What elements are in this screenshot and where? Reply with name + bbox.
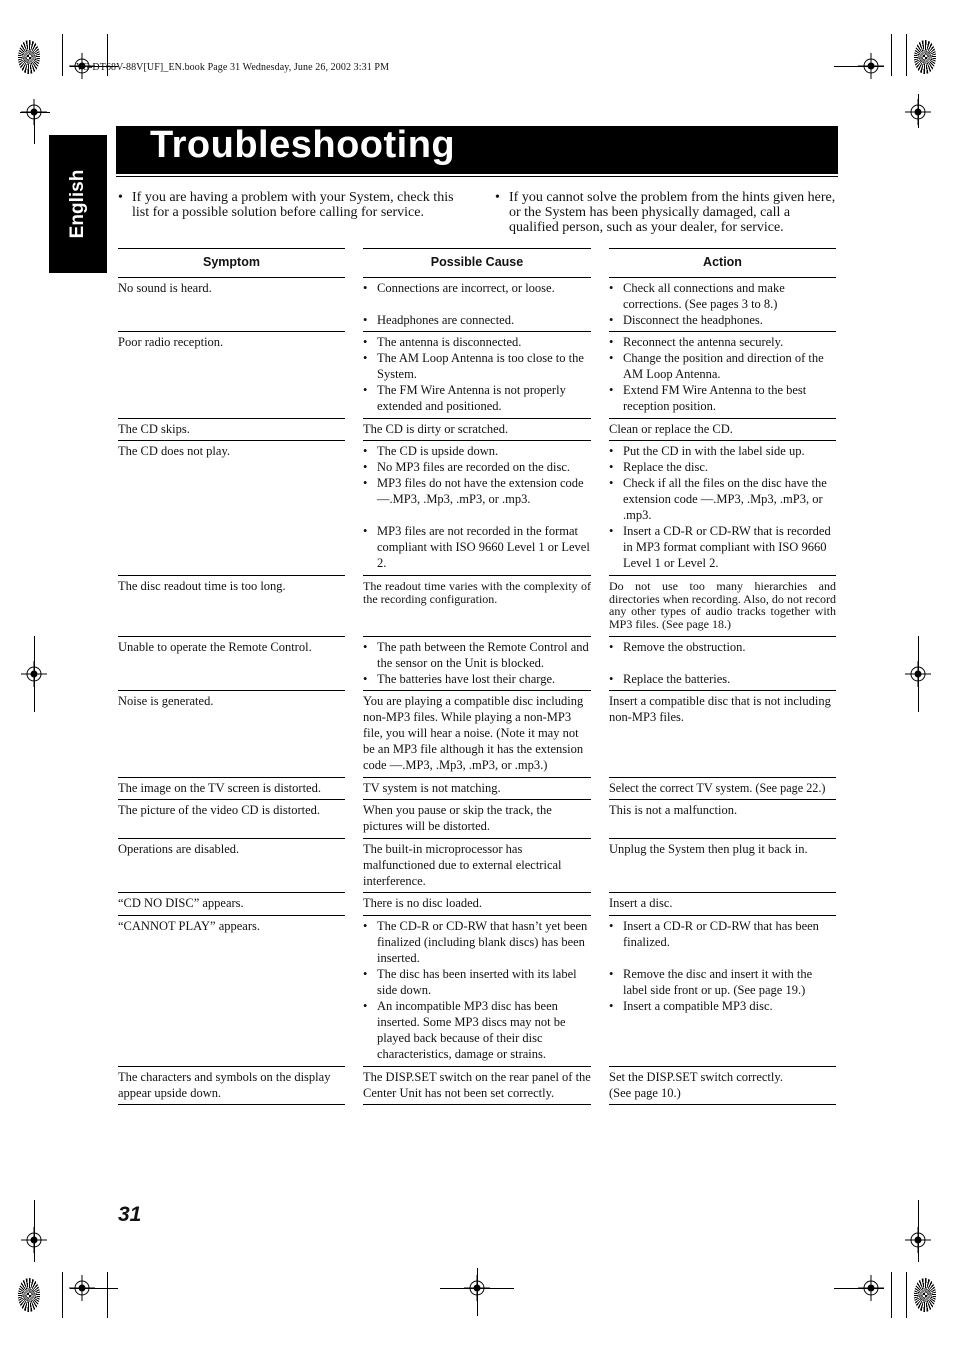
- registration-mark-icon: [464, 1275, 490, 1301]
- symptom-cell: Unable to operate the Remote Control.: [118, 640, 312, 654]
- cause-cell: • The antenna is disconnected. • The AM Loop Antenna is too close to the System. • The FM Wire Antenna is not properly extended and positioned.: [363, 335, 584, 413]
- symptom-cell: No sound is heard.: [118, 281, 212, 295]
- page-number: 31: [118, 1203, 142, 1226]
- symptom-cell: The CD skips.: [118, 422, 190, 436]
- column-header-cause: Possible Cause: [430, 255, 524, 269]
- action-cell: • Check all connections and make corrections. (See pages 3 to 8.) • Disconnect the headphones.: [609, 281, 785, 327]
- intro-text: If you cannot solve the problem from the hints given here, or the System has been physically damaged, call a qualified person, such as your dealer, for service.: [509, 190, 836, 235]
- cause-cell: • Connections are incorrect, or loose. • Headphones are connected.: [363, 281, 555, 327]
- language-tab: [49, 135, 107, 273]
- registration-mark-icon: [21, 99, 47, 125]
- registration-mark-icon: [21, 1227, 47, 1253]
- table-rule: [363, 248, 591, 249]
- action-cell: • Reconnect the antenna securely. • Change the position and direction of the AM Loop Antenna. • Extend FM Wire Antenna to the best reception position.: [609, 335, 824, 413]
- symptom-cell: The image on the TV screen is distorted.: [118, 781, 321, 795]
- column-header-action: Action: [703, 255, 742, 269]
- symptom-cell: The picture of the video CD is distorted.: [118, 803, 321, 817]
- cause-cell: You are playing a compatible disc including non-MP3 files. While playing a non-MP3 file, you will hear a noise. (Note it may not be an MP3 file although it has the extension code —.MP3, .Mp3, .mP3, or .mp3.): [363, 694, 584, 772]
- registration-mark-icon: [905, 1227, 931, 1253]
- symptom-cell: Noise is generated.: [118, 694, 214, 708]
- action-cell: Select the correct TV system. (See page 22.): [609, 781, 826, 795]
- color-wheel-icon: [18, 1278, 40, 1312]
- title-rule: [116, 176, 838, 177]
- cause-cell: When you pause or skip the track, the pictures will be distorted.: [363, 803, 552, 833]
- symptom-cell: The disc readout time is too long.: [118, 579, 286, 593]
- column-header-symptom: Symptom: [203, 255, 260, 269]
- registration-mark-icon: [21, 661, 47, 687]
- action-cell: Clean or replace the CD.: [609, 422, 733, 436]
- action-cell: This is not a malfunction.: [609, 803, 738, 817]
- cause-cell: The CD is dirty or scratched.: [363, 422, 509, 436]
- symptom-cell: “CD NO DISC” appears.: [118, 896, 244, 910]
- cause-cell: • The path between the Remote Control and the sensor on the Unit is blocked. • The batteries have lost their charge.: [363, 640, 589, 686]
- color-wheel-icon: [18, 40, 40, 74]
- action-cell: • Put the CD in with the label side up. • Replace the disc. • Check if all the files on the disc have the extension code —.MP3, .Mp3, .mP3, or .mp3. • Insert a CD-R or CD-RW that is recorded in MP3 format compliant with ISO 9660 Level 1 or Level 2.: [609, 444, 831, 570]
- action-cell: Insert a compatible disc that is not including non-MP3 files.: [609, 694, 831, 724]
- intro-text: If you are having a problem with your System, check this list for a possible solution before calling for service.: [132, 190, 454, 220]
- table-rule: [609, 248, 836, 249]
- color-wheel-icon: [914, 40, 936, 74]
- language-tab-label: English: [67, 169, 88, 239]
- title-bar: [116, 126, 838, 174]
- symptom-cell: Operations are disabled.: [118, 842, 240, 856]
- page-title: Troubleshooting: [150, 124, 456, 166]
- cause-cell: The DISP.SET switch on the rear panel of the Center Unit has not been set correctly.: [363, 1070, 591, 1100]
- registration-mark-icon: [858, 1275, 884, 1301]
- cause-cell: • The CD is upside down. • No MP3 files are recorded on the disc. • MP3 files do not have the extension code —.MP3, .Mp3, .mP3, or .mp3. • MP3 files are not recorded in the format compliant with ISO 9660 Level 1 or Level 2.: [363, 444, 590, 570]
- cause-cell: The built-in microprocessor has malfunctioned due to external electrical interference.: [363, 842, 562, 888]
- registration-mark-icon: [858, 53, 884, 79]
- action-cell: • Remove the obstruction. • Replace the batteries.: [609, 640, 746, 686]
- cause-cell: There is no disc loaded.: [363, 896, 483, 910]
- action-cell: Do not use too many hierarchies and directories when recording. Also, do not record any other types of audio tracks together with MP3 files. (See page 18.): [609, 579, 836, 631]
- file-header: VS-DT68V-88V[UF]_EN.book Page 31 Wednesday, June 26, 2002 3:31 PM: [76, 62, 390, 73]
- registration-mark-icon: [905, 661, 931, 687]
- color-wheel-icon: [914, 1278, 936, 1312]
- cause-cell: • The CD-R or CD-RW that hasn’t yet been finalized (including blank discs) has been inserted. • The disc has been inserted with its label side down. • An incompatible MP3 disc has been inserted. Some MP3 discs may not be played back because of their disc characteristics, damage or strains.: [363, 919, 588, 1061]
- action-cell: • Insert a CD-R or CD-RW that has been finalized. • Remove the disc and insert it with the label side front or up. (See page 19.) • Insert a compatible MP3 disc.: [609, 919, 819, 1013]
- cause-cell: TV system is not matching.: [363, 781, 501, 795]
- registration-mark-icon: [905, 99, 931, 125]
- action-cell: Unplug the System then plug it back in.: [609, 842, 808, 856]
- registration-mark-icon: [69, 1275, 95, 1301]
- action-cell: Insert a disc.: [609, 896, 673, 910]
- action-cell: Set the DISP.SET switch correctly. (See page 10.): [609, 1070, 783, 1100]
- symptom-cell: “CANNOT PLAY” appears.: [118, 919, 260, 933]
- symptom-cell: The characters and symbols on the display appear upside down.: [118, 1070, 331, 1100]
- symptom-cell: The CD does not play.: [118, 444, 231, 458]
- table-rule: [118, 248, 345, 249]
- cause-cell: The readout time varies with the complexity of the recording configuration.: [363, 579, 591, 606]
- symptom-cell: Poor radio reception.: [118, 335, 224, 349]
